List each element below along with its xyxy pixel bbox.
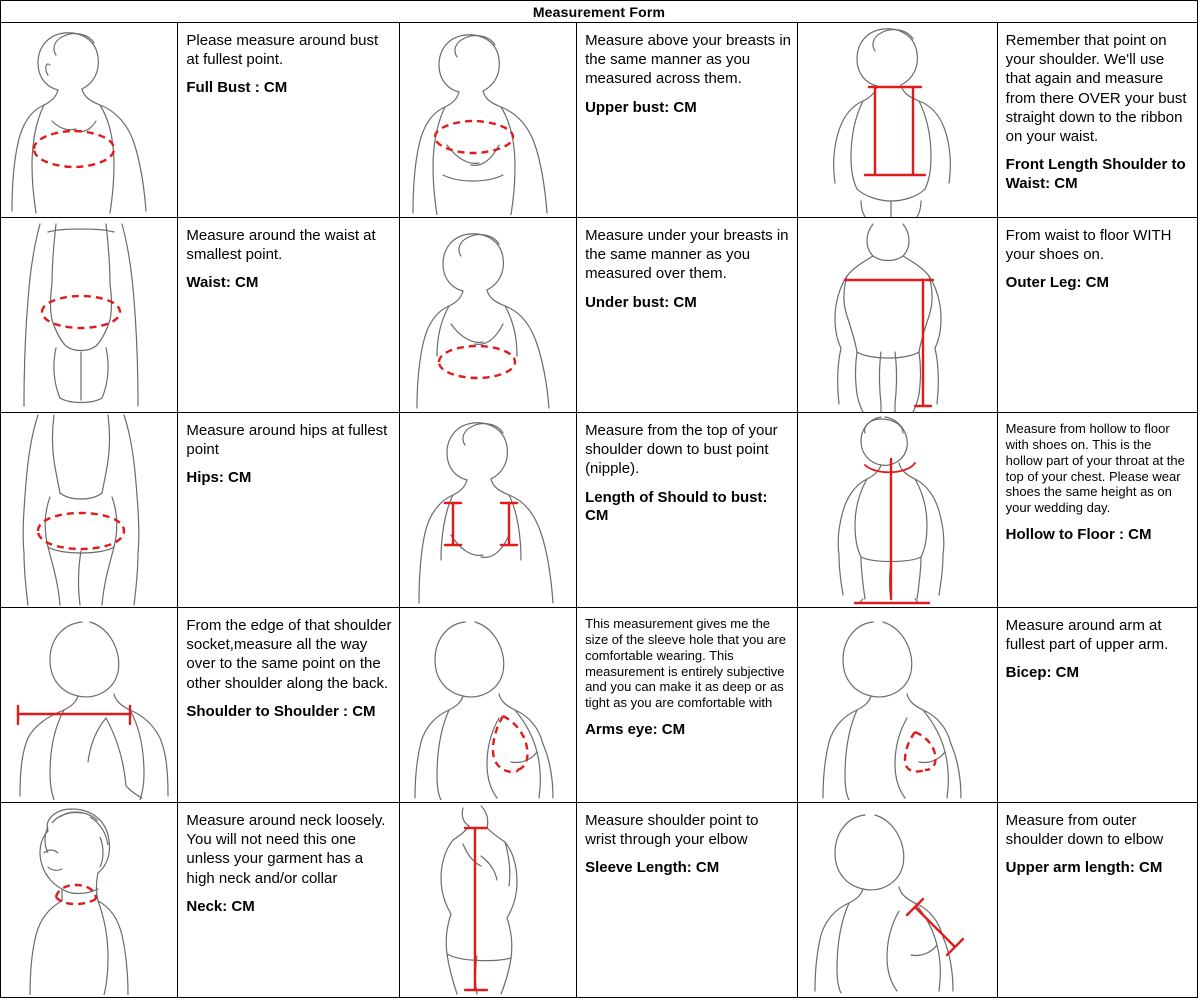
hips-description-cell — [178, 413, 399, 607]
arms-eye-description-cell — [577, 608, 798, 802]
table-row — [1, 608, 1197, 803]
torso-upper-arm-length-figure — [798, 803, 997, 997]
upper-arm-length-description-cell — [998, 803, 1197, 997]
torso-arms-eye-figure — [400, 608, 577, 802]
hips-label: Hips: CM — [186, 469, 252, 487]
upper-bust-description-cell — [577, 23, 798, 217]
page-title: Measurement Form — [532, 3, 666, 20]
torso-bicep-figure — [798, 608, 997, 802]
arms-eye-description: This measurement gives me the size of the sleeve hole that you are comfortable wearing. This measurement is entirely subjective and you can make it as deep or as tight as you are comfortable with — [585, 616, 786, 711]
waist-description: Measure around the waist at smallest point. — [186, 227, 376, 264]
hollow-to-floor-label: Hollow to Floor : CM — [1005, 526, 1152, 544]
outer-leg-label: Outer Leg: CM — [1005, 274, 1109, 292]
front-torso-bust-figure — [1, 23, 178, 217]
sleeve-length-description-cell — [577, 803, 798, 997]
front-torso-under-bust-figure — [400, 218, 577, 412]
table-row — [1, 803, 1197, 997]
back-body-outer-leg-figure — [798, 218, 997, 412]
bicep-description: Measure around arm at fullest part of upper arm. — [1005, 617, 1169, 654]
outer-leg-description: From waist to floor WITH your shoes on. — [1005, 227, 1172, 264]
full-bust-label: Full Bust : CM — [186, 79, 288, 97]
front-torso-waist-figure — [1, 218, 178, 412]
shoulder-to-bust-description: Measure from the top of your shoulder down to bust point (nipple). — [585, 422, 778, 478]
front-body-shoulder-to-waist-figure — [798, 23, 997, 217]
table-row — [1, 413, 1197, 608]
outer-leg-description-cell — [998, 218, 1197, 412]
table-row — [1, 218, 1197, 413]
shoulder-to-shoulder-description: From the edge of that shoulder socket,measure all the way over to the same point on the other shoulder along the back. — [186, 617, 392, 692]
hips-description: Measure around hips at fullest point — [186, 422, 388, 459]
upper-bust-description: Measure above your breasts in the same manner as you measured across them. — [585, 32, 792, 88]
measurement-grid — [1, 23, 1197, 997]
side-body-sleeve-length-figure — [400, 803, 577, 997]
waist-label: Waist: CM — [186, 274, 259, 292]
sleeve-length-label: Sleeve Length: CM — [585, 859, 720, 877]
under-bust-description: Measure under your breasts in the same manner as you measured over them. — [585, 227, 789, 283]
neck-label: Neck: CM — [186, 897, 255, 915]
sleeve-length-description: Measure shoulder point to wrist through your elbow — [585, 812, 759, 849]
hollow-to-floor-description: Measure from hollow to floor with shoes on. This is the hollow part of your throat at the top of your chest. Please wear shoes the same height as on your wedding day. — [1005, 421, 1185, 516]
table-row — [1, 23, 1197, 218]
under-bust-label: Under bust: CM — [585, 293, 697, 311]
under-bust-description-cell — [577, 218, 798, 412]
waist-description-cell — [178, 218, 399, 412]
front-torso-upper-bust-figure — [400, 23, 577, 217]
bicep-description-cell — [998, 608, 1197, 802]
shoulder-to-shoulder-label: Shoulder to Shoulder : CM — [186, 702, 376, 720]
upper-bust-label: Upper bust: CM — [585, 98, 697, 116]
back-torso-shoulder-to-shoulder-figure — [1, 608, 178, 802]
hollow-to-floor-description-cell — [998, 413, 1197, 607]
front-body-hollow-to-floor-figure — [798, 413, 997, 607]
front-length-description: Remember that point on your shoulder. We'll use that again and measure from there OVER your bust straight down to the ribbon on your waist. — [1005, 32, 1187, 145]
arms-eye-label: Arms eye: CM — [585, 721, 686, 739]
neck-description-cell — [178, 803, 399, 997]
upper-arm-length-description: Measure from outer shoulder down to elbow — [1005, 812, 1164, 849]
front-torso-shoulder-to-bust-figure — [400, 413, 577, 607]
front-length-label: Front Length Shoulder to Waist: CM — [1005, 156, 1186, 192]
front-body-hips-figure — [1, 413, 178, 607]
shoulder-to-bust-label: Length of Should to bust: CM — [585, 488, 768, 525]
neck-description: Measure around neck loosely. You will not need this one unless your garment has a high neck and/or collar — [186, 812, 386, 887]
shoulder-to-shoulder-description-cell — [178, 608, 399, 802]
front-length-description-cell — [998, 23, 1197, 217]
bust-description-cell — [178, 23, 399, 217]
bicep-label: Bicep: CM — [1005, 664, 1079, 682]
upper-arm-length-label: Upper arm length: CM — [1005, 859, 1163, 877]
bust-description: Please measure around bust at fullest point. — [186, 32, 379, 69]
shoulder-to-bust-description-cell — [577, 413, 798, 607]
head-neck-figure — [1, 803, 178, 997]
form-title-bar — [1, 1, 1197, 23]
